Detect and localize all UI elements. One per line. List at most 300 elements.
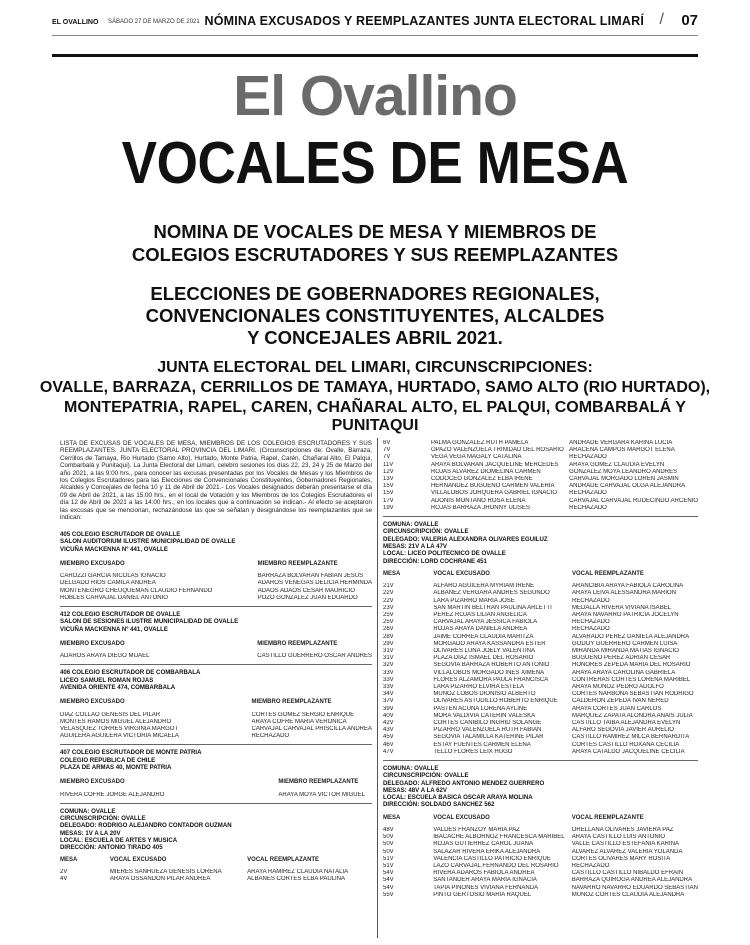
table-cell: RECHAZADO <box>571 626 610 633</box>
table-row <box>383 863 698 870</box>
table-cell: 54V <box>383 884 394 891</box>
table-row <box>383 841 698 848</box>
table-cell: 34V <box>383 691 394 698</box>
column-header: MIEMBRO REEMPLAZANTE <box>257 560 338 567</box>
table-row <box>383 612 698 619</box>
table-cell: ESTAY FUENTES CARMEN ELENA <box>433 741 531 748</box>
table-cell: 29V <box>383 640 394 647</box>
table-row <box>383 505 698 512</box>
table-row <box>383 634 698 641</box>
entries-table <box>383 440 698 512</box>
table-row <box>383 648 698 655</box>
table-cell: CASTILLO CASTILLO NIBALDO EFRAIN <box>571 870 684 877</box>
table-cell: CONTRERAS CORTES LORENA MARIBEL <box>571 676 691 683</box>
table-cell: LARA PIZARRO MARIA JOSE <box>433 597 515 604</box>
comuna-info-line: LOCAL: LICEO POLITECNICO DE OVALLE <box>383 550 506 558</box>
table-cell: RECHAZADO <box>571 597 610 604</box>
table-cell: ANDRADE VERGARA KARINA LUCIA <box>569 440 673 446</box>
table-cell: MARQUEZ ZAPATA ALONDRA ANAIS JULIA <box>571 712 693 719</box>
colegio-venue: SALON AUDITORIUM ILUSTRE MUNICIPALIDAD DE OVALLE <box>60 538 236 546</box>
table-cell: ARANCIBIA ARAYA FABIOLA CAROLINA <box>571 583 684 590</box>
table-cell: ARAYA CASTILLO LUIS ANTONIO <box>571 834 666 841</box>
table-cell: ARAYA NAVARRO PATRICIA JOCELYN <box>571 611 679 618</box>
table-cell: 23V <box>383 604 394 611</box>
table-row <box>383 476 698 483</box>
spacer <box>60 553 372 561</box>
right-column <box>383 440 698 899</box>
left-column <box>60 531 372 883</box>
column-header: VOCAL EXCUSADO <box>109 856 167 863</box>
colegio-address: PLAZA DE ARMAS 40, MONTE PATRIA <box>60 763 172 771</box>
table-cell: VALDES FRANZOY MARIA PAZ <box>433 827 520 834</box>
table-row <box>383 598 698 605</box>
comuna-info-line: COMUNA: OVALLE <box>60 807 116 815</box>
table-cell: ROJAS ARAYA DANIELA ANDREA <box>433 626 528 633</box>
table-row <box>383 856 698 863</box>
table-row <box>383 619 698 626</box>
table-cell: 2V <box>60 868 68 875</box>
colegio-block <box>60 669 372 740</box>
table-row <box>60 712 372 719</box>
table-cell: 33V <box>383 676 394 683</box>
table-cell: ALFARO SEGOVIA JAVIER AURELIO <box>571 727 674 734</box>
table-cell: 54V <box>383 870 394 877</box>
colegio-block <box>60 531 372 602</box>
table-cell: ROJAS ALVAREZ DIOMELINA CARMEN <box>430 468 541 475</box>
table-cell: 42V <box>383 719 394 726</box>
table-row <box>60 719 372 726</box>
table-cell: 4V <box>60 876 68 883</box>
table-cell: 40V <box>383 712 394 719</box>
colegio-title: 412 COLEGIO ESCRUTADOR DE OVALLE <box>60 611 181 618</box>
table-cell: PASTEN ACUÑA LORENA AYLINE <box>433 705 528 712</box>
table-row <box>60 726 372 733</box>
column-header: MESA <box>383 814 401 821</box>
table-cell: 6V <box>383 440 391 446</box>
table-cell: 17V <box>383 497 394 504</box>
table-cell: MORGADO ARAYA KASSANDRA ESTER <box>433 640 546 647</box>
table-row <box>60 792 372 799</box>
table-cell: ARAYA LEIVA ALESSANDRA MARION <box>571 590 677 597</box>
comuna-info-line: DIRECCIÓN: ANTONIO TIRADO 405 <box>60 844 163 852</box>
comuna-info-line: COMUNA: OVALLE <box>383 521 439 529</box>
table-cell: 46V <box>383 741 394 748</box>
table-header-row <box>383 571 698 583</box>
subheading-line: COLEGIOS ESCRUTADORES Y SUS REEMPLAZANTES <box>131 244 619 265</box>
colegio-block <box>60 611 372 660</box>
table-cell: LARA PIZARRO ELVIRA ESTELA <box>433 683 524 690</box>
comuna-info-line: DELEGADO: VALERIA ALEXANDRA OLIVARES EGUILUZ <box>383 535 548 543</box>
table-cell: VALENCIA CASTILLO PATRICIO ENRIQUE <box>433 855 551 862</box>
table-header-row <box>60 699 372 711</box>
table-cell: ARAYA BOLVARAN JACQUELINE MERCEDES <box>430 461 559 468</box>
table-header-row <box>60 561 372 573</box>
table-cell: TAPIA PIÑONES VIVIANA FERNANDA <box>433 884 539 891</box>
table-row <box>383 670 698 677</box>
header-section: NÓMINA EXCUSADOS Y REEMPLAZANTES JUNTA ELECTORAL LIMARÍ <box>204 14 644 28</box>
table-cell: VILLALOBOS JORQUERA GABRIEL IGNACIO <box>430 490 558 497</box>
table-cell: VILLALOBOS MORGADO INES XIMENA <box>433 669 545 676</box>
table-row <box>383 626 698 633</box>
table-cell: 43V <box>383 727 394 734</box>
entries-table <box>60 561 372 602</box>
table-cell: ADONIS MONTAÑO ROSA ELENA <box>430 497 526 504</box>
table-cell: 15V <box>383 490 394 497</box>
colegio-title: 406 COLEGIO ESCRUTADOR DE COMBARBALA <box>60 669 201 677</box>
table-header-row <box>60 779 372 791</box>
table-cell: ARAYA COFRE MARIA VERONICA <box>251 718 347 725</box>
table-row <box>383 734 698 741</box>
column-header: MESA <box>60 856 78 863</box>
table-cell: PEREZ ROJAS LILIAN ANGELICA <box>433 611 527 618</box>
junta-heading: JUNTA ELECTORAL DEL LIMARI, CIRCUNSCRIPCIONES: <box>157 359 593 376</box>
table-cell: OLIVARES ASTUDILLO ROBERTO ENRIQUE <box>433 698 558 705</box>
column-header: VOCAL REEMPLAZANTE <box>247 856 320 863</box>
table-cell: ALVAREZ ALVAREZ VALERIA YOLANDA <box>571 848 683 855</box>
table-row <box>383 655 698 662</box>
entries-table <box>60 779 372 799</box>
table-cell: VEGA VEGA MAGALY CATALINA <box>430 454 522 461</box>
table-cell: 45V <box>383 734 394 741</box>
table-cell: RIVERA ADAROS FABIOLA ANDREA <box>433 870 535 877</box>
table-cell: ANDRADE CARVAJAL OLGA ALEJANDRA <box>569 483 686 490</box>
junta-line: MONTEPATRIA, RAPEL, CAREN, CHAÑARAL ALTO, EL PALQUI, COMBARBALÁ Y <box>64 399 686 416</box>
table-row <box>383 749 698 756</box>
table-cell: 19V <box>383 504 394 511</box>
table-cell: PIZARRO VALENZUELA RUTH FABIAN <box>433 727 542 734</box>
table-row <box>383 490 698 497</box>
comuna-info-line: DIRECCIÓN: LORD COCHRANE 451 <box>383 557 487 565</box>
page-number: 07 <box>681 12 698 29</box>
header-thick-rule <box>52 54 698 57</box>
table-cell: FLORES ALZAMORA PAULA FRANCISCA <box>433 676 549 683</box>
colegio-address: VICUÑA MACKENNA Nº 441, OVALLE <box>60 545 168 553</box>
table-cell: 31V <box>383 655 394 662</box>
table-row <box>60 733 372 740</box>
section-rule <box>383 760 698 761</box>
table-cell: 51V <box>383 855 394 862</box>
spacer <box>60 633 372 641</box>
table-cell: ADAROS VENEGAS DELICIA HERMINDA <box>257 580 372 587</box>
table-cell: ARACENA CAMPOS MARGOT ELENA <box>569 447 675 454</box>
table-header-row <box>60 641 372 653</box>
table-cell: 22V <box>383 597 394 604</box>
column-header: VOCAL REEMPLAZANTE <box>571 570 644 577</box>
table-row <box>383 498 698 505</box>
table-cell: AGUILERA AGUILERA VICTORIA MICAELA <box>60 733 179 740</box>
table-cell: 50V <box>383 848 394 855</box>
column-header: VOCAL EXCUSADO <box>433 570 490 577</box>
header-date: SÁBADO 27 DE MARZO DE 2021 <box>108 19 200 25</box>
table-cell: ADAOS ADAOS CESAR MAURICIO <box>257 587 355 594</box>
table-row <box>383 440 698 447</box>
table-cell: CARVAJAL MORGADO LOREN JASMIN <box>569 476 679 483</box>
section-rule <box>60 803 372 804</box>
entries-table <box>383 571 698 756</box>
table-row <box>383 454 698 461</box>
table-cell: RIVERA COFRE JORGE ALEJANDRO <box>60 791 165 798</box>
table-cell: 26V <box>383 626 394 633</box>
colegio-venue: LICEO SAMUEL ROMAN ROJAS <box>60 676 154 684</box>
table-cell: VELASQUEZ TORRES VIRGINIA MARGOT <box>60 725 179 732</box>
table-cell: CORTES CANIBILO INGRID SOLANGE <box>433 719 542 726</box>
table-cell: CASTILLO RAMIREZ MILCA BERNARDITA <box>571 734 690 741</box>
table-row <box>60 580 372 587</box>
table-cell: NAVARRO NAVARRO EDUARDO SEBASTIAN <box>571 884 698 891</box>
table-cell: MUÑOZ CORTES CLAUDIA ALEJANDRA <box>571 891 685 898</box>
table-row <box>383 469 698 476</box>
entries-table <box>60 699 372 740</box>
table-cell: BARRAZA BOLVARAN FABIAN JESUS <box>257 573 364 580</box>
table-cell: MONTENEGRO CHEUQUEMAN CLAUDIO FERNANDO <box>60 587 213 594</box>
table-cell: 50V <box>383 834 394 841</box>
table-row <box>383 691 698 698</box>
comuna-info-line: CIRCUNSCRIPCIÓN: OVALLE <box>383 528 469 536</box>
table-cell: MORA VALDIVIA CATERIN VALESKA <box>433 712 536 719</box>
table-cell: 15V <box>383 483 394 490</box>
table-cell: CALDERON ZEPEDA IVAN NERED <box>571 698 669 705</box>
table-cell: 22V <box>383 590 394 597</box>
table-cell: GONZALEZ MOYA LEANDRO ANDRES <box>569 468 678 475</box>
column-header: MIEMBRO EXCUSADO <box>60 640 125 647</box>
table-cell: CASTILLO GUERRERO OSCAR ANDRES <box>257 653 372 660</box>
table-cell: CODOCEO GONZALEZ ELBA IRENE <box>430 476 533 483</box>
table-cell: MEDALLA RIVERA VIVIANA ISABEL <box>571 604 672 611</box>
table-header-row <box>60 857 372 869</box>
table-row <box>60 876 372 883</box>
table-cell: ALFARO AGUILERA MYRIAM IRENE <box>433 583 535 590</box>
table-row <box>383 462 698 469</box>
subheading-line: Y CONCEJALES ABRIL 2021. <box>247 327 503 348</box>
table-cell: RECHAZADO <box>251 733 290 740</box>
table-cell: SAN MARTIN BELTRAN PAULINA ARLETTI <box>433 604 552 611</box>
table-cell: 55V <box>383 891 394 898</box>
table-cell: 54V <box>383 877 394 884</box>
table-cell: ARAYA MUÑOZ PEDRO ADOLFO <box>571 683 664 690</box>
table-cell: ARAYA OSSANDON PILAR ANDREA <box>109 876 211 883</box>
table-cell: ALBANEZ VERGARA ANDRES SEGUNDO <box>433 590 550 597</box>
table-cell: 39V <box>383 705 394 712</box>
table-cell: CORTES OLIVARES MARY ROSITA <box>571 855 671 862</box>
table-cell: 11V <box>383 461 394 468</box>
table-cell: CAROZZI GARCIA NICOLAS IGNACIO <box>60 573 166 580</box>
table-row <box>383 834 698 841</box>
table-cell: CORTES NARBONA SEBASTIAN RODRIGO <box>571 691 694 698</box>
colegio-title: 407 COLEGIO ESCRUTADOR DE MONTE PATRIA <box>60 749 202 757</box>
table-cell: ROBLES CARVAJAL DANIEL ANTONIO <box>60 594 168 601</box>
table-cell: BARRAZA QUIROGA ANDREA ALEJANDRA <box>571 877 693 884</box>
headline: VOCALES DE MESA <box>121 130 629 196</box>
table-cell: RECHAZADO <box>569 454 607 461</box>
section-rule <box>383 516 698 517</box>
table-cell: CARVAJAL CARVAJAL PRISCILLA ANDREA <box>251 725 372 732</box>
junta-line: OVALLE, BARRAZA, CERRILLOS DE TAMAYA, HURTADO, SAMO ALTO (RIO HURTADO), <box>39 379 711 396</box>
table-cell: 21V <box>383 583 394 590</box>
table-cell: 33V <box>383 683 394 690</box>
colegio-venue: SALON DE SESIONES ILUSTRE MUNICIPALIDAD DE OVALLE <box>60 618 239 626</box>
table-row <box>383 662 698 669</box>
column-header: MESA <box>383 570 401 577</box>
table-cell: RECHAZADO <box>571 619 610 626</box>
table-cell: IBACACHE ALBORNOZ FRANCESCA MARIBEL <box>433 834 565 841</box>
table-cell: POZO GONZALEZ JUAN EDUARDO <box>257 594 358 601</box>
comuna-info-line: MESAS: 1V A LA 20V <box>60 829 121 837</box>
column-header: MIEMBRO EXCUSADO <box>60 779 125 786</box>
header-brand: EL OVALLINO <box>52 19 99 26</box>
comuna-info-line: LOCAL: ESCUELA BASICA OSCAR ARAYA MOLINA <box>383 794 533 802</box>
entries-table <box>60 641 372 661</box>
masthead-logo: El Ovallino <box>233 64 517 128</box>
column-header: MIEMBRO REEMPLAZANTE <box>257 640 338 647</box>
subheading-line: NOMINA DE VOCALES DE MESA Y MIEMBROS DE <box>153 221 597 242</box>
header-rule <box>52 35 698 36</box>
entries-table <box>383 815 698 899</box>
spacer <box>60 771 372 779</box>
subheading-line: ELECCIONES DE GOBERNADORES REGIONALES, <box>150 283 600 304</box>
table-cell: CORTES GOMEZ SERGIO ENRIQUE <box>251 711 355 718</box>
section-rule <box>60 744 372 745</box>
section-rule <box>60 664 372 665</box>
table-cell: ROJAS GUTIERREZ CAROL JUANA <box>433 841 533 848</box>
junta-line: PUNITAQUI <box>331 417 419 434</box>
column-header: VOCAL REEMPLAZANTE <box>571 814 644 821</box>
column-divider <box>377 438 378 938</box>
table-row <box>60 653 372 660</box>
table-row <box>60 588 372 595</box>
comuna-info-line: MESAS: 21V A LA 47V <box>383 542 448 550</box>
table-cell: 37V <box>383 698 394 705</box>
table-cell: ORELLANA OLIVARES JAVIERA PAZ <box>571 827 674 834</box>
table-cell: RECHAZADO <box>569 490 607 497</box>
table-cell: 47V <box>383 748 394 755</box>
table-cell: RECHAZADO <box>571 863 610 870</box>
table-cell: 48V <box>383 827 394 834</box>
table-cell: CORTES CASTILLO ROXANA CECILIA <box>571 741 680 748</box>
intro-paragraph: LISTA DE EXCUSAS DE VOCALES DE MESA, MIEMBROS DE LOS COLEGIOS ESCRUTADORES Y SUS REEMPLAZANTES. JUNTA ELECTORAL PROVINCIA DEL LIMARI. (Circunscripciones de: Ovalle, Barraza, Cerrillos de Tamaya, Rio Hurtado (Samo Alto), Hurtado, Monte Patria, Rapel, Carén, Chañaral Alto, El Palqui, Combarbalá y Punitaqui). La Junta Electoral del Limarí, celebró sesiones los días 22, 23, 24 y 25 de Marzo del año 2021, a las 9:00 hrs., para conocer las excusas presentadas por los Vocales de Mesas y los Miembros de los Colegios Escrutadores para las Elecciones de Convencionales Constituyentes, Gobernadores Regionales, Alcaldes y Concejales de fecha 10 y 11 de Abril de 2021.- Los Vocales designados deberán presentarse el día 09 de Abril de 2021, a las 15:00 hrs., en el local de Votación y los Miembros de los Colegios Escrutadores el día 12 de Abril de 2021 a las 14:00 hrs., en los locales que a continuación se indican.- Al efecto se aceptaron las excusas que se mencionan, rechazándose las que se señalan y designándose los reemplazantes que se indican: <box>60 440 372 522</box>
table-row <box>383 727 698 734</box>
spacer <box>60 691 372 699</box>
entries-table <box>60 857 372 884</box>
colegio-venue: COLEGIO REPUBLICA DE CHILE <box>60 756 156 764</box>
table-cell: SALAZAR RIVERA ERIKA ALEJANDRA <box>433 848 541 855</box>
table-row <box>383 870 698 877</box>
table-cell: 32V <box>383 662 394 669</box>
table-cell: VALLE CASTILLO ESTEFANIA KARINA <box>571 841 679 848</box>
table-row <box>60 595 372 602</box>
table-row <box>383 849 698 856</box>
comuna-info-line: LOCAL: ESCUELA DE ARTES Y MUSICA <box>60 836 178 844</box>
header-slash: / <box>659 11 664 28</box>
table-cell: 28V <box>383 633 394 640</box>
table-cell: ALBANES CORTES ELBA PAULINA <box>247 876 345 883</box>
table-cell: HERNANDEZ BUGUEÑO CARMEN VALERIA <box>430 483 555 490</box>
table-cell: ADAROS ARAYA DIEGO MIJAEL <box>60 653 150 660</box>
table-cell: ALVARADO PEREZ DANIELA ALEJANDRA <box>571 633 690 640</box>
column-header: MIEMBRO REEMPLAZANTE <box>251 699 332 706</box>
table-cell: ARAYA GOMEZ CLAUDIA EVELYN <box>569 461 665 468</box>
table-header-row <box>383 815 698 827</box>
table-row <box>383 447 698 454</box>
table-cell: CARVAJAL CARVAJAL RUDECINDO ARCENIO <box>569 497 698 504</box>
table-cell: OLIVARES LUNA JOELY VALENTINA <box>433 647 535 654</box>
table-cell: PINTO GERTOSIO MARIA RAQUEL <box>433 891 532 898</box>
table-cell: MONTES RAMOS MIGUEL ALEJANDRO <box>60 718 172 725</box>
table-cell: HONORES ZEPEDA MARIA DEL ROSARIO <box>571 662 691 669</box>
table-row <box>383 483 698 490</box>
page-header <box>52 11 698 33</box>
colegio-address: VICUÑA MACKENNA Nº 441, OVALLE <box>60 625 168 633</box>
column-header: MIEMBRO EXCUSADO <box>60 699 125 706</box>
table-cell: SEGOVIA TALAMILLA KATERINE PILAR <box>433 734 544 741</box>
table-cell: CARVAJAL ARAYA JESSICA FABIOLA <box>433 619 538 626</box>
table-row <box>383 706 698 713</box>
table-row <box>383 684 698 691</box>
table-cell: SANTANDER ARAYA MARIA IGNACIA <box>433 877 537 884</box>
table-cell: 7V <box>383 454 391 461</box>
table-cell: RECHAZADO <box>569 504 607 511</box>
table-cell: 25V <box>383 611 394 618</box>
comuna-info-line: DELEGADO: ALFREDO ANTONIO MENDEZ GUERRERO <box>383 779 545 787</box>
table-row <box>60 573 372 580</box>
table-cell: ARAYA MOYA VICTOR MIGUEL <box>278 791 365 798</box>
table-cell: MIERES SANHUEZA GENESIS LORENA <box>109 868 222 875</box>
table-cell: TELLO FLORES LEIX HUGO <box>433 748 513 755</box>
comuna-info-line: MESAS: 48V A LA 62V <box>383 786 448 794</box>
table-cell: CASTILLO TAIBA ALEJANDRA EVELYN <box>571 719 681 726</box>
table-cell: ARAYA CATALDO JACQUELINE CECILIA <box>571 748 685 755</box>
comuna-info-line: CIRCUNSCRIPCIÓN: OVALLE <box>60 815 146 823</box>
comuna-info-line: COMUNA: OVALLE <box>383 764 439 772</box>
table-row <box>383 827 698 834</box>
table-cell: 12V <box>383 468 394 475</box>
table-cell: 7V <box>383 447 391 454</box>
column-header: VOCAL EXCUSADO <box>433 814 490 821</box>
table-cell: ROJAS BARRAZA JHONNY ULISES <box>430 504 530 511</box>
table-cell: ARAYA CORTES JUAN CARLOS <box>571 705 662 712</box>
table-row <box>383 885 698 892</box>
table-cell: MUÑOZ LOBOS DIONISIO ALBERTO <box>433 691 536 698</box>
table-row <box>383 742 698 749</box>
comuna-info-line: DIRECCIÓN: SOLDADO SANCHEZ 562 <box>383 801 495 809</box>
table-cell: PALMA GONZALEZ RUTH PAMELA <box>430 440 529 446</box>
colegio-title: 405 COLEGIO ESCRUTADOR DE OVALLE <box>60 531 181 538</box>
colegio-block <box>60 749 372 798</box>
table-cell: 51V <box>383 863 394 870</box>
table-cell: 33V <box>383 669 394 676</box>
table-cell: PLAZA DIAZ ISMAEL DEL ROSARIO <box>433 655 534 662</box>
table-row <box>383 720 698 727</box>
table-cell: ARAYA RAMIREZ CLAUDIA NATALIA <box>247 868 349 875</box>
table-cell: 13V <box>383 476 394 483</box>
table-row <box>383 713 698 720</box>
table-row <box>383 590 698 597</box>
table-cell: GODOY GUERRERO CARMEN LUISA <box>571 640 678 647</box>
table-cell: 31V <box>383 647 394 654</box>
subheading-line: CONVENCIONALES CONSTITUYENTES, ALCALDES <box>145 305 605 326</box>
table-cell: SEGOVIA BARRAZA ROBERTO ANTONIO <box>433 662 550 669</box>
table-cell: ARAYA ARAYA CAROLINA GABRIELA <box>571 669 676 676</box>
table-row <box>383 877 698 884</box>
table-cell: LAZO CARVAJAL FERNANDO DEL ROSARIO <box>433 863 559 870</box>
comuna-info-line: CIRCUNSCRIPCIÓN: OVALLE <box>383 772 469 780</box>
table-cell: 25V <box>383 619 394 626</box>
table-row <box>383 677 698 684</box>
table-row <box>383 641 698 648</box>
table-cell: OPAZO VALENZUELA TRINIDAD DEL ROSARIO <box>430 447 564 454</box>
table-cell: DIAZ COLLAO GENESIS DEL PILAR <box>60 711 161 718</box>
table-cell: 50V <box>383 841 394 848</box>
table-cell: JAIME CORREA CLAUDIA MARITZA <box>433 633 534 640</box>
